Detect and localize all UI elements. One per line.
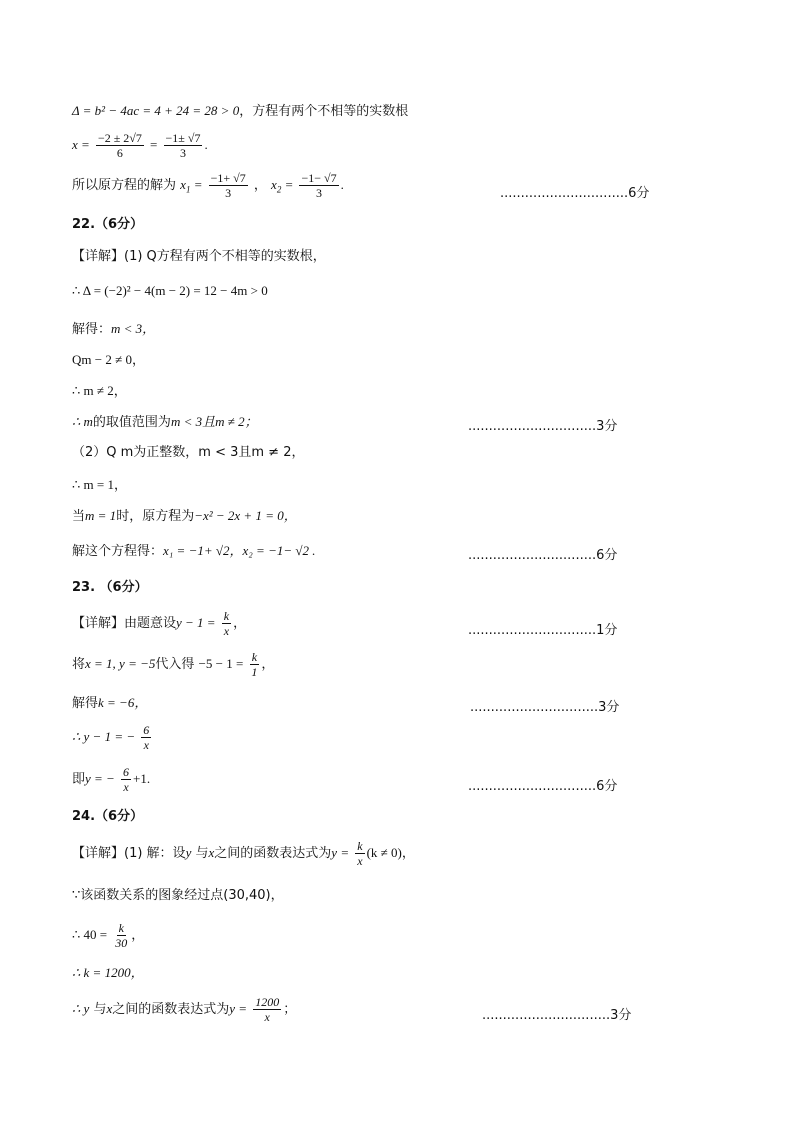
p24-l1-d: x	[208, 845, 215, 860]
p23-l2-b: x = 1, y = −5	[85, 656, 156, 671]
p22-l9-a: 当	[72, 509, 86, 524]
p23-l5-den: x	[123, 780, 129, 794]
p24-l5-b: 与	[93, 1002, 107, 1017]
p23-line-3	[72, 696, 147, 710]
p24-l1-num: k	[357, 839, 363, 853]
p22-l10-b: x₁ = −1+ √2，x₂ = −1− √2 .	[163, 543, 316, 558]
p24-l5-a: ∴ y	[72, 1001, 90, 1016]
p23-l3-a: 解得	[72, 696, 99, 711]
p21-disc-text: ，方程有两个不相等的实数根	[239, 104, 409, 119]
p24-l5-frac	[253, 996, 281, 1023]
p21-score: ...............................6分	[500, 186, 650, 201]
p22-line-5: ∴ m ≠ 2，	[72, 383, 127, 398]
p23-l4-num: 6	[143, 723, 150, 737]
p24-score: ...............................3分	[482, 1008, 632, 1023]
p23-l3-b: k = −6，	[98, 695, 148, 710]
p22-l6-b: 的取值范围为	[92, 415, 171, 430]
p22-l9-d: −x² − 2x + 1 = 0，	[194, 508, 297, 523]
p22-line-10	[72, 544, 316, 558]
p24-l3-den: 30	[115, 936, 128, 950]
p23-l5-a: 即	[72, 772, 86, 787]
p24-l5-num: 1200	[255, 995, 280, 1009]
p21-x2-frac	[299, 172, 338, 199]
p21-x1-den: 3	[225, 186, 232, 200]
p23-l2-d: −5 − 1 =	[198, 656, 244, 671]
p24-l1-g: (k ≠ 0)，	[366, 845, 415, 860]
p21-x-den2: 3	[179, 146, 186, 160]
p23-l2-comma: ，	[261, 657, 275, 672]
p21-period: .	[204, 137, 208, 152]
p22-l6-a: ∴ m	[72, 414, 93, 429]
p23-score-2: ...............................3分	[470, 700, 620, 715]
p21-x2-var: $x_2$ =	[271, 177, 294, 195]
p23-line-4	[72, 724, 153, 751]
p23-l2-a: 将	[72, 657, 86, 672]
p21-x2-den: 3	[316, 186, 323, 200]
p23-l1-a: 【详解】由题意设	[72, 616, 177, 631]
p21-x-var: x =	[72, 137, 90, 152]
p24-l3-comma: ，	[131, 928, 145, 943]
p21-sol-lead: 所以原方程的解为	[72, 178, 177, 193]
p21-x1-num: −1+ √7	[210, 171, 246, 185]
p23-l1-frac	[222, 610, 231, 637]
p21-x-den1: 6	[116, 146, 123, 160]
p21-x1-frac	[209, 172, 248, 199]
p24-line-3	[72, 922, 144, 949]
p23-l4-frac	[141, 724, 151, 751]
p23-l2-frac	[249, 651, 259, 678]
p21-sol-period: .	[340, 177, 344, 192]
p22-l6-c: m < 3且m ≠ 2；	[170, 414, 258, 429]
p22-score-2: ...............................6分	[468, 548, 618, 563]
p24-l1-f: y =	[331, 845, 350, 860]
p23-score-1: ...............................1分	[468, 623, 618, 638]
p23-l1-b: y − 1 =	[176, 615, 216, 630]
p21-disc-math: Δ = b² − 4ac = 4 + 24 = 28 > 0	[72, 103, 240, 118]
p22-line-3	[72, 322, 155, 336]
p24-l1-a: 【详解】(1) 解：设	[72, 846, 186, 861]
p24-line-5	[72, 996, 296, 1023]
p24-l1-c: 与	[195, 846, 209, 861]
p21-comma: ，	[253, 178, 267, 193]
p21-x1-var: $x_1$ =	[180, 177, 203, 195]
p22-l10-a: 解这个方程得：	[72, 544, 164, 559]
p24-l1-e: 之间的函数表达式为	[214, 846, 332, 861]
p23-l1-den: x	[223, 624, 230, 638]
p21-x-frac1	[96, 132, 144, 159]
p22-l9-b: m = 1	[85, 508, 117, 523]
p23-l5-b: y = −	[85, 771, 115, 786]
p22-line-9	[72, 509, 297, 523]
p22-l3-label: 解得：	[72, 322, 112, 337]
p23-line-5	[72, 766, 150, 793]
p23-l1-comma: ，	[233, 616, 247, 631]
p21-equals: =	[150, 137, 158, 152]
p24-l5-den: x	[264, 1010, 270, 1024]
p23-l2-num: k	[251, 650, 258, 664]
p23-score-3: ...............................6分	[468, 779, 618, 794]
p21-x-num1: −2 ± 2√7	[97, 131, 142, 145]
p23-l4-den: x	[143, 738, 149, 752]
p23-line-2	[72, 651, 274, 678]
p24-l1-den: x	[357, 854, 363, 868]
p22-line-6	[72, 415, 258, 429]
p24-l3-num: k	[118, 921, 124, 935]
p24-l1-b: y	[185, 845, 192, 860]
p24-heading: 24.（6分）	[72, 809, 144, 824]
p22-score-1: ...............................3分	[468, 419, 618, 434]
p24-l5-c: x	[106, 1001, 113, 1016]
p24-l5-semicolon: ；	[283, 1002, 297, 1017]
p21-x-formula-line	[72, 132, 208, 159]
p22-l9-c: 时，原方程为	[116, 509, 195, 524]
p22-l3-math: m < 3，	[111, 321, 156, 336]
p24-l5-e: y =	[229, 1001, 248, 1016]
p23-heading: 23. （6分）	[72, 580, 148, 595]
p21-discriminant-line	[72, 104, 408, 118]
p22-line-7: （2）Q m为正整数，m < 3且m ≠ 2，	[72, 445, 305, 460]
p23-l2-c: 代入得	[155, 657, 195, 672]
p21-x-num2: −1± √7	[165, 131, 201, 145]
p23-l4-a: ∴ y − 1 = −	[72, 729, 136, 744]
p23-l2-den: 1	[251, 665, 258, 679]
p24-line-2: ∵该函数关系的图象经过点(30,40)，	[72, 888, 284, 903]
p22-line-1: 【详解】(1) Q方程有两个不相等的实数根，	[72, 249, 326, 264]
p23-l5-num: 6	[122, 765, 129, 779]
p24-l3-a: ∴ 40 =	[72, 927, 108, 942]
p23-l1-num: k	[223, 609, 230, 623]
p23-l5-c: +1.	[132, 771, 151, 786]
p24-l3-frac	[113, 922, 129, 949]
p22-line-8: ∴ m = 1，	[72, 477, 127, 492]
p21-x2-num: −1− √7	[301, 171, 337, 185]
p24-l5-d: 之间的函数表达式为	[112, 1002, 230, 1017]
p24-line-4: ∴ k = 1200，	[72, 965, 144, 980]
p23-line-1	[72, 610, 246, 637]
p21-solution-line	[72, 172, 344, 199]
p22-heading: 22.（6分）	[72, 217, 144, 232]
p24-l1-frac	[355, 840, 364, 867]
p22-line-4: Qm − 2 ≠ 0，	[72, 352, 145, 367]
p24-line-1	[72, 840, 415, 867]
p23-l5-frac	[121, 766, 131, 793]
p22-line-2: ∴ Δ = (−2)² − 4(m − 2) = 12 − 4m > 0	[72, 283, 268, 298]
p21-x-frac2	[164, 132, 203, 159]
